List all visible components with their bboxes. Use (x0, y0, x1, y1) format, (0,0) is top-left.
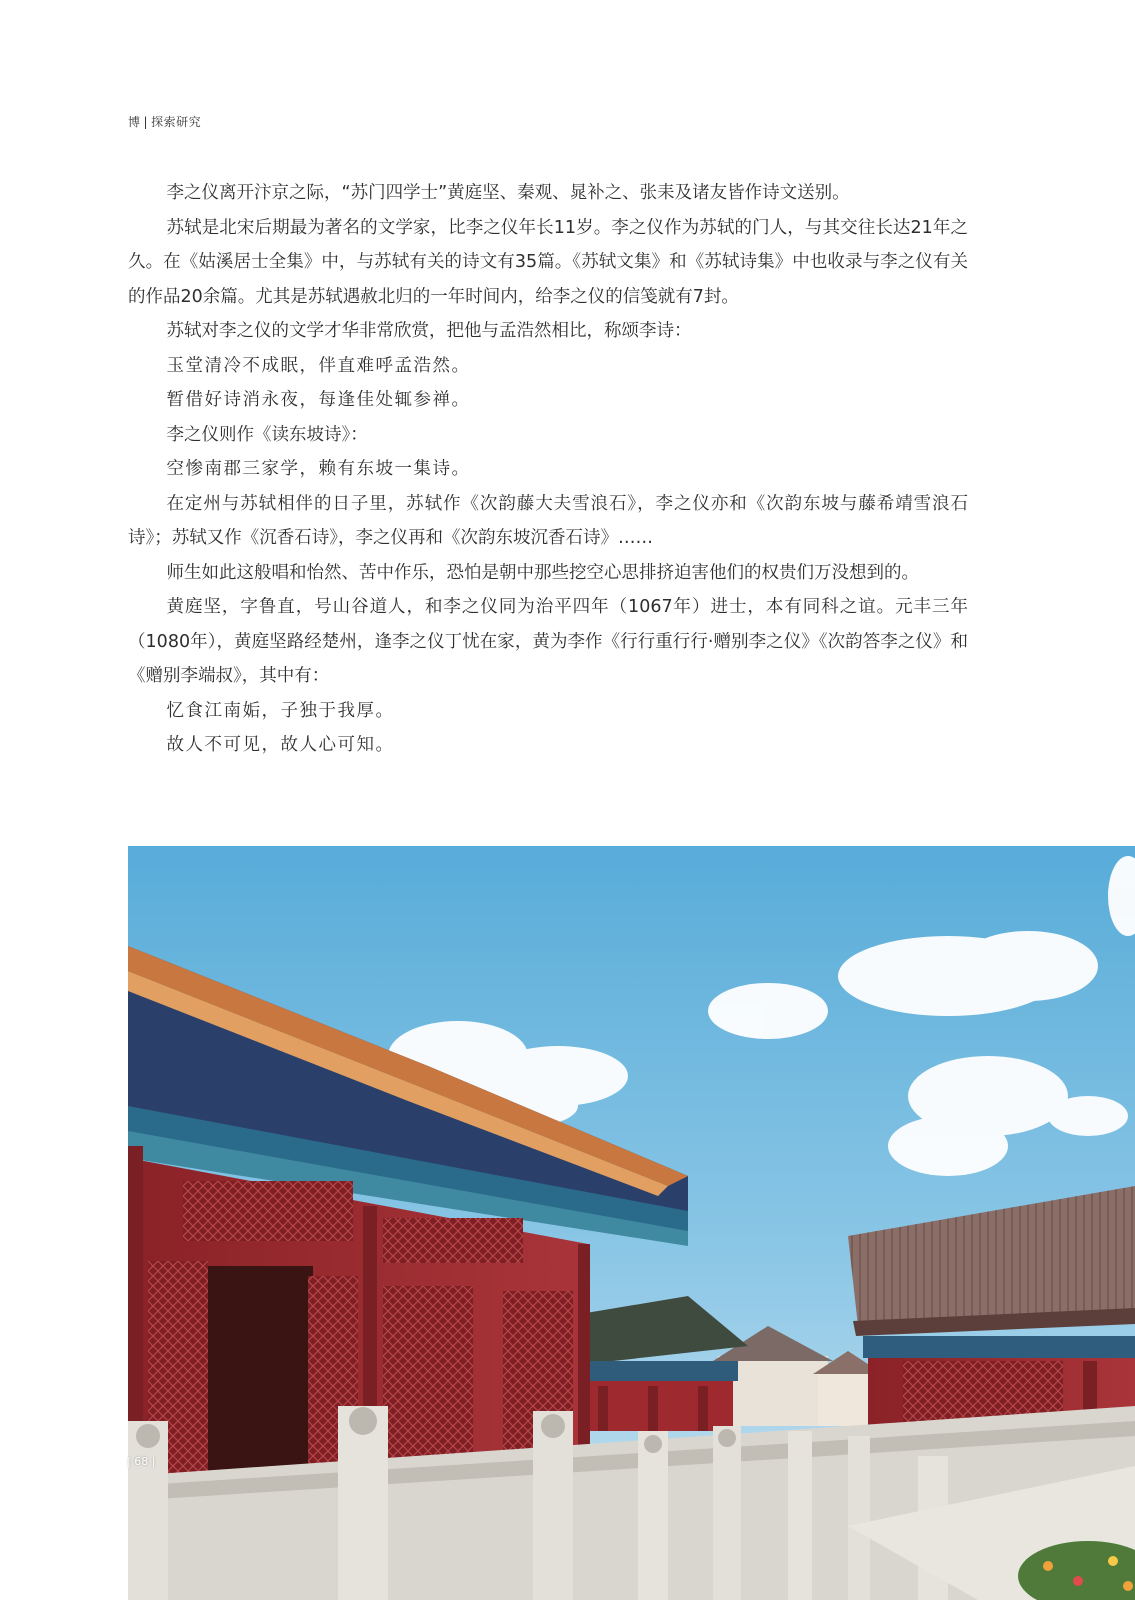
poem-line: 故人不可见，故人心可知。 (166, 735, 395, 755)
paragraph-su-shi-intro: 苏轼是北宋后期最为著名的文学家，比李之仪年长11岁。李之仪作为苏轼的门人，与其交往长达21年之久。在《姑溪居士全集》中，与苏轼有关的诗文有35篇。《苏轼文集》和《苏轼诗集》中也收录与李之仪有关的作品20余篇。尤其是苏轼遇赦北归的一年时间内，给李之仪的信笺就有7封。 (128, 217, 968, 307)
poem-line: 暂借好诗消永夜，每逢佳处辄参禅。 (166, 390, 471, 410)
header-brand: 博 (128, 115, 141, 129)
paragraph-su-shi-praise: 苏轼对李之仪的文学才华非常欣赏，把他与孟浩然相比，称颂李诗： (166, 321, 692, 341)
paragraph-li-reply: 李之仪则作《读东坡诗》： (166, 424, 368, 445)
header-section: 探索研究 (151, 115, 202, 129)
paragraph-dingzhou: 在定州与苏轼相伴的日子里，苏轼作《次韵藤大夫雪浪石》，李之仪亦和《次韵东坡与藤希靖雪浪石诗》；苏轼又作《沉香石诗》，李之仪再和《次韵东坡沉香石诗》…… (128, 493, 968, 548)
page-number: | 68 | (127, 1455, 156, 1468)
header-separator: | (143, 115, 149, 129)
temple-photo (128, 846, 1135, 1600)
poem-line: 玉堂清冷不成眠，伴直难呼孟浩然。 (166, 355, 471, 376)
paragraph-farewell: 李之仪离开汴京之际，“苏门四学士”黄庭坚、秦观、晁补之、张耒及诸友皆作诗文送别。 (166, 183, 850, 203)
poem-line: 忆食江南姤，子独于我厚。 (166, 700, 395, 721)
poem-line: 空惨南郡三家学，赖有东坡一集诗。 (166, 459, 471, 479)
running-header (128, 113, 201, 130)
paragraph-teacher-student: 师生如此这般唱和怡然、苦中作乐，恐怕是朝中那些挖空心思排挤迫害他们的权贵们万没想到的。 (166, 562, 919, 583)
temple-photo-icon (128, 846, 1135, 1600)
paragraph-huang-tingjian: 黄庭坚，字鲁直，号山谷道人，和李之仪同为治平四年（1067年）进士，本有同科之谊。元丰三年（1080年），黄庭坚路经楚州，逢李之仪丁忧在家，黄为李作《行行重行行·赠别李之仪》《次韵答李之仪》和《赠别李端叔》，其中有： (128, 597, 968, 686)
article-body (128, 176, 968, 763)
